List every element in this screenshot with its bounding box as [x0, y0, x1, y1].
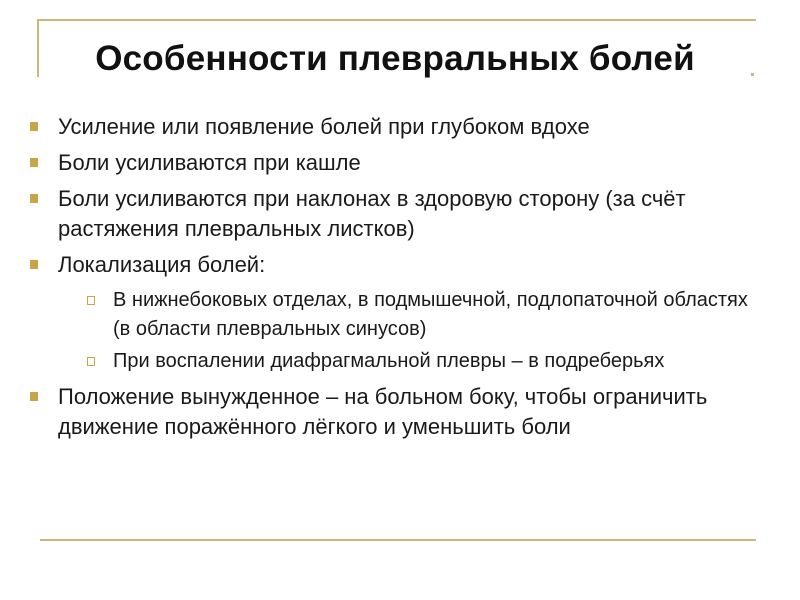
hollow-square-bullet-icon: [87, 357, 95, 366]
sub-bullet-text: При воспалении диафрагмальной плевры – в подреберьях: [113, 350, 665, 372]
frame-accent-dot: [751, 73, 754, 76]
frame-top-line: [37, 19, 756, 21]
bullet-item: [30, 382, 760, 442]
bullet-list: [30, 112, 760, 448]
bullet-item: [30, 112, 760, 142]
bullet-text: Боли усиливаются при наклонах в здоровую сторону (за счёт растяжения плевральных листков): [58, 186, 686, 241]
filled-square-bullet-icon: [30, 260, 38, 269]
sub-bullet-item: [58, 286, 760, 344]
bullet-item: [30, 184, 760, 244]
bullet-item: [30, 250, 760, 376]
filled-square-bullet-icon: [30, 194, 38, 203]
slide-title: Особенности плевральных болей: [95, 39, 695, 78]
filled-square-bullet-icon: [30, 392, 38, 401]
frame-bottom-line: [40, 539, 756, 541]
sub-bullet-item: [58, 347, 760, 376]
sub-bullet-list: [58, 286, 760, 376]
bullet-text: Усиление или появление болей при глубоком вдохе: [58, 114, 590, 139]
filled-square-bullet-icon: [30, 122, 38, 131]
frame-left-line: [37, 19, 39, 77]
sub-bullet-text: В нижнебоковых отделах, в подмышечной, подлопаточной областях (в области плевральных синусов): [113, 289, 748, 340]
bullet-text: Положение вынужденное – на больном боку, чтобы ограничить движение поражённого лёгкого и уменьшить боли: [58, 384, 708, 439]
hollow-square-bullet-icon: [87, 296, 95, 305]
bullet-item: [30, 148, 760, 178]
bullet-text: Локализация болей:: [58, 252, 266, 277]
bullet-text: Боли усиливаются при кашле: [58, 150, 361, 175]
filled-square-bullet-icon: [30, 158, 38, 167]
